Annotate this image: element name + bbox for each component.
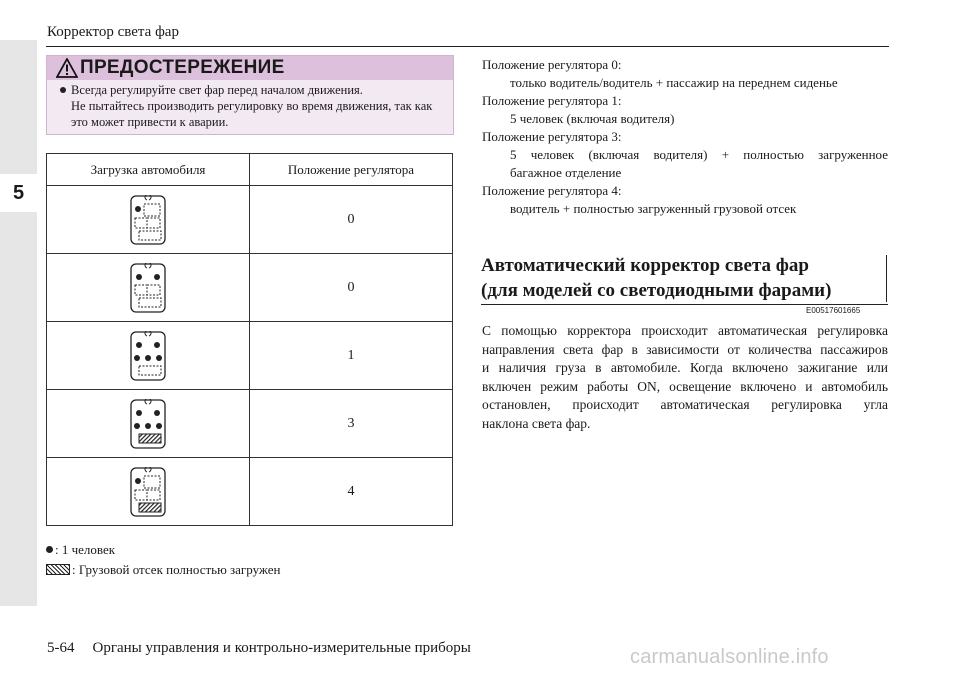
section-divider-vertical bbox=[886, 255, 887, 302]
warning-text bbox=[71, 82, 449, 130]
position-cell: 3 bbox=[250, 390, 453, 458]
position-description: только водитель/водитель + пассажир на переднем сиденье bbox=[510, 75, 838, 90]
section-title bbox=[481, 253, 831, 303]
watermark: carmanualsonline.info bbox=[630, 646, 829, 668]
position-description: багажное отделение bbox=[510, 165, 622, 180]
warning-box bbox=[46, 55, 454, 135]
running-head: Корректор света фар bbox=[47, 24, 179, 40]
body-line: и наличия груза в автомобиле. Когда включено зажигание или bbox=[482, 360, 888, 375]
body-line: направления света фар в зависимости от количества пассажиров bbox=[482, 341, 888, 357]
position-label: Положение регулятора 1: bbox=[482, 93, 622, 108]
position-cell: 1 bbox=[250, 322, 453, 390]
position-label: Положение регулятора 4: bbox=[482, 183, 622, 198]
page-number: 5-64 bbox=[47, 640, 75, 656]
body-line: включен режим работы ON, освещение включено и автомобиль bbox=[482, 378, 888, 394]
legend-person-text: : 1 человек bbox=[55, 542, 116, 557]
footer-title: Органы управления и контрольно-измерительные приборы bbox=[92, 640, 471, 656]
position-label: Положение регулятора 0: bbox=[482, 57, 622, 72]
car-driver-passenger-icon bbox=[130, 263, 166, 313]
car-five-persons-icon bbox=[130, 331, 166, 381]
section-title-line: Автоматический корректор света фар bbox=[481, 255, 810, 276]
section-code: E00517601665 bbox=[806, 306, 861, 315]
warning-header bbox=[47, 56, 453, 80]
body-line: С помощью корректора происходит автоматическая регулировка bbox=[482, 323, 888, 338]
section-title-line: (для моделей со светодиодными фарами) bbox=[481, 280, 832, 301]
car-driver-icon bbox=[130, 195, 166, 245]
section-divider bbox=[481, 304, 888, 305]
warning-line: Всегда регулируйте свет фар перед началом движения. bbox=[71, 83, 363, 97]
table-header-row bbox=[47, 154, 453, 186]
load-position-table bbox=[46, 153, 453, 526]
warning-line: это может привести к аварии. bbox=[71, 115, 229, 129]
table-row bbox=[47, 186, 453, 254]
position-description: водитель + полностью загруженный грузовой отсек bbox=[510, 201, 797, 216]
legend-person bbox=[46, 542, 115, 558]
position-description: 5 человек (включая водителя) bbox=[510, 111, 675, 126]
car-five-persons-full-trunk-icon bbox=[130, 399, 166, 449]
regulator-positions-list bbox=[482, 56, 888, 218]
bullet-icon bbox=[60, 87, 66, 93]
legend-cargo bbox=[46, 562, 280, 578]
header-regulator-position: Положение регулятора bbox=[250, 154, 453, 186]
position-label: Положение регулятора 3: bbox=[482, 129, 622, 144]
section-heading bbox=[481, 253, 887, 303]
car-driver-full-trunk-icon bbox=[130, 467, 166, 517]
table-row bbox=[47, 458, 453, 526]
side-band bbox=[0, 40, 37, 606]
table-row bbox=[47, 254, 453, 322]
header-vehicle-load: Загрузка автомобиля bbox=[47, 154, 250, 186]
chapter-tab[interactable]: 5 bbox=[0, 174, 37, 212]
position-description: 5 человек (включая водителя) + полностью загруженное bbox=[510, 147, 888, 162]
position-cell: 0 bbox=[250, 254, 453, 322]
warning-triangle-icon bbox=[56, 58, 78, 78]
table-row bbox=[47, 390, 453, 458]
legend-cargo-text: : Грузовой отсек полностью загружен bbox=[72, 562, 281, 577]
person-dot-icon bbox=[46, 546, 53, 553]
position-cell: 4 bbox=[250, 458, 453, 526]
body-paragraph bbox=[482, 322, 888, 433]
header-rule bbox=[46, 46, 889, 47]
page-footer bbox=[47, 640, 471, 657]
table-row bbox=[47, 322, 453, 390]
warning-title: ПРЕДОСТЕРЕЖЕНИЕ bbox=[80, 57, 285, 78]
body-line: остановлен, происходит автоматическая регулировка угла bbox=[482, 397, 888, 412]
body-line: наклона света фар. bbox=[482, 415, 591, 431]
cargo-hatch-icon bbox=[46, 564, 70, 575]
position-cell: 0 bbox=[250, 186, 453, 254]
warning-line: Не пытайтесь производить регулировку во время движения, так как bbox=[71, 99, 433, 113]
